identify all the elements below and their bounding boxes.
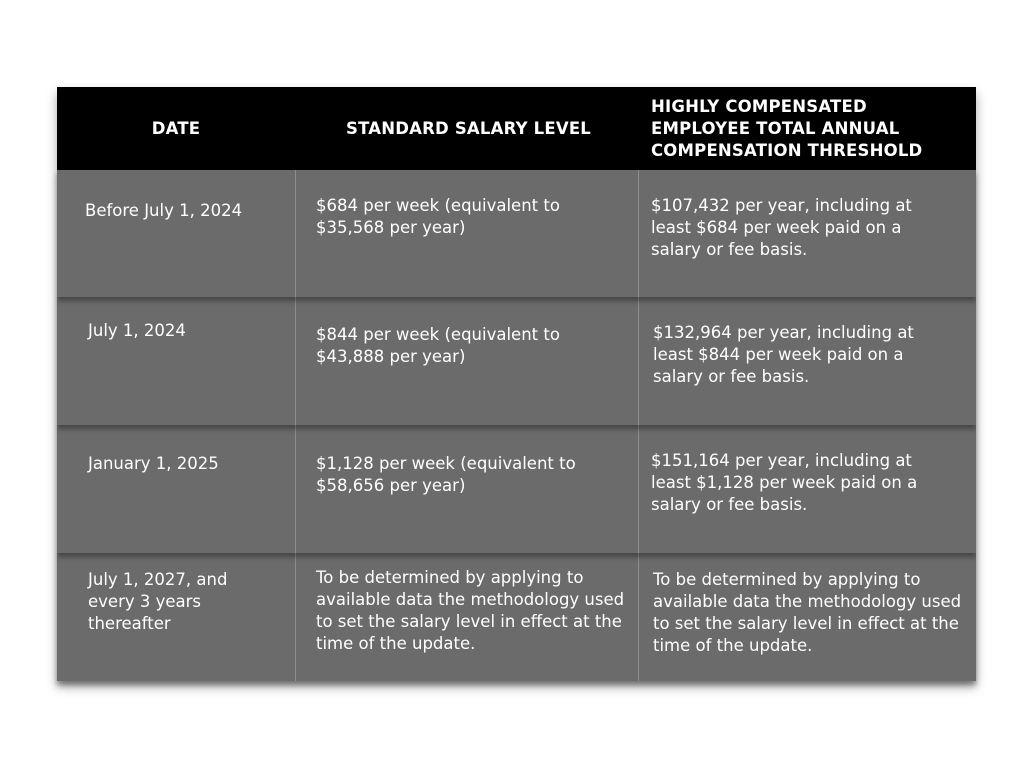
cell-date: [57, 297, 295, 425]
table-row: [57, 425, 976, 553]
table-row: [57, 297, 976, 425]
cell-hce: [638, 425, 976, 553]
hce-text: $107,432 per year, including at least $684 per week paid on a salary or fee basis.: [651, 196, 912, 259]
cell-date: [57, 425, 295, 553]
cell-standard: [295, 425, 638, 553]
hce-text: $151,164 per year, including at least $1,128 per week paid on a salary or fee basis.: [651, 451, 918, 514]
hce-text: $132,964 per year, including at least $844 per week paid on a salary or fee basis.: [653, 323, 914, 386]
standard-text: $684 per week (equivalent to $35,568 per year): [316, 196, 560, 237]
cell-hce: [638, 297, 976, 425]
header-hce-threshold: [638, 87, 976, 170]
standard-text: To be determined by applying to available data the methodology used to set the salary level in effect at the time of the update.: [316, 568, 625, 653]
header-date: DATE: [151, 119, 201, 138]
date-text: January 1, 2025: [88, 454, 219, 473]
standard-text: $1,128 per week (equivalent to $58,656 per year): [316, 454, 576, 495]
header-standard-salary: STANDARD SALARY LEVEL: [345, 119, 592, 138]
table-row: [57, 553, 976, 681]
cell-standard: [295, 297, 638, 425]
cell-hce: [638, 170, 976, 297]
date-text: July 1, 2027, and every 3 years thereafter: [88, 570, 228, 633]
standard-text: $844 per week (equivalent to $43,888 per year): [316, 325, 560, 366]
date-text: July 1, 2024: [88, 321, 186, 340]
date-text: Before July 1, 2024: [85, 201, 243, 220]
table-row: [57, 170, 976, 297]
cell-date: [57, 170, 295, 297]
cell-standard: [295, 170, 638, 297]
cell-standard: [295, 553, 638, 681]
salary-threshold-table: [57, 87, 976, 681]
header-hce-text: HIGHLY COMPENSATED EMPLOYEE TOTAL ANNUAL COMPENSATION THRESHOLD: [651, 96, 923, 160]
table-header: [57, 87, 976, 170]
cell-hce: [638, 553, 976, 681]
hce-text: To be determined by applying to available data the methodology used to set the salary level in effect at the time of the update.: [653, 570, 962, 655]
cell-date: [57, 553, 295, 681]
